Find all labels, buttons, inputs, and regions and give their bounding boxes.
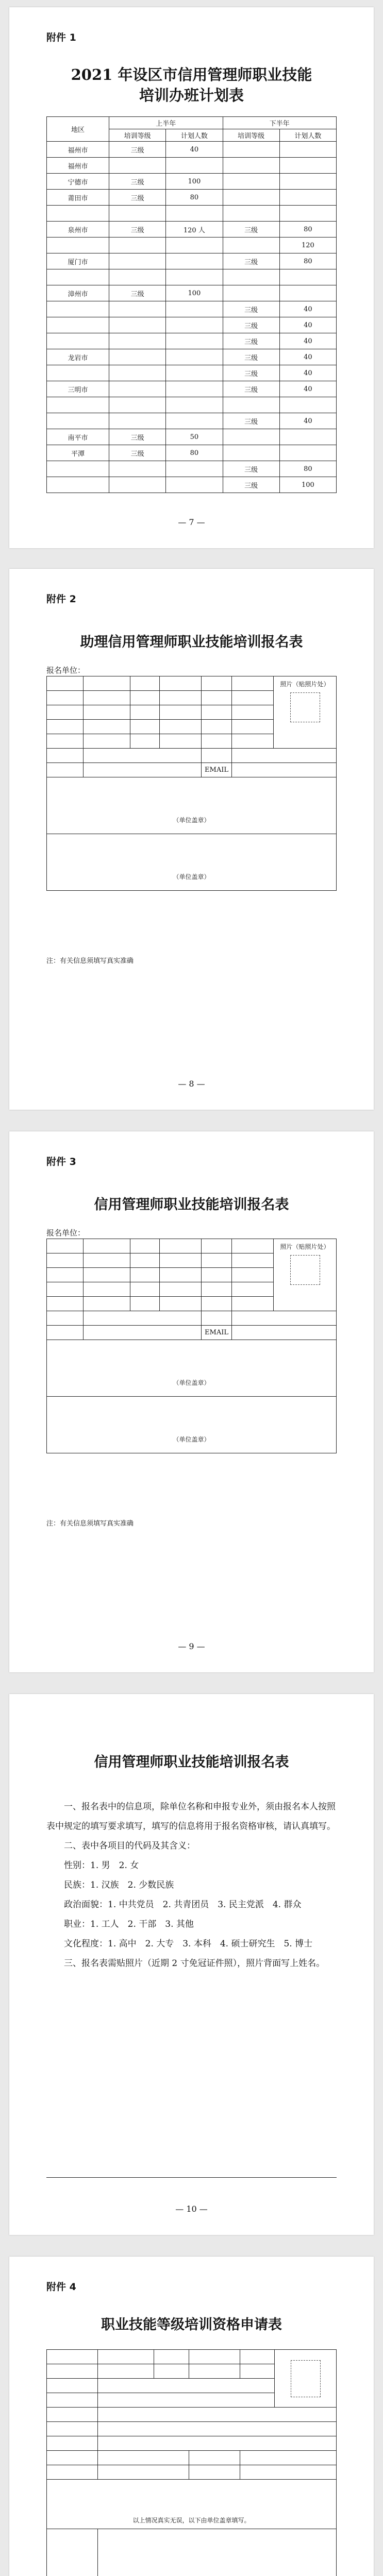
table-cell-c2: 40	[279, 317, 336, 333]
table-cell-region	[47, 238, 109, 253]
table-cell-c1	[166, 461, 223, 477]
photo-placeholder[interactable]: 照片（贴照片处）	[280, 681, 330, 688]
table-cell-l1	[109, 158, 166, 174]
table-cell-l1: 三级	[109, 174, 166, 190]
plan-table-body	[47, 142, 337, 493]
table-cell-c1: 80	[166, 190, 223, 206]
table-cell-c1: 50	[166, 429, 223, 445]
page-annex-3	[9, 1131, 374, 1672]
table-cell-c2	[279, 285, 336, 301]
table-cell-c1	[166, 301, 223, 317]
email-field[interactable]	[232, 1326, 337, 1340]
instruction-item: 政治面貌：1. 中共党员 2. 共青团员 3. 民主党派 4. 群众	[64, 1900, 302, 1910]
table-cell-region	[47, 461, 109, 477]
table-cell-l1	[109, 238, 166, 253]
table-cell-c1	[166, 269, 223, 285]
note: 注：有关信息须填写真实准确	[46, 1520, 134, 1528]
table-cell-l1	[109, 269, 166, 285]
table-cell-region: 泉州市	[47, 222, 109, 238]
table-cell-l1	[109, 413, 166, 429]
table-row	[47, 142, 337, 158]
table-cell-region: 漳州市	[47, 285, 109, 301]
table-cell-c2: 120	[279, 238, 336, 253]
page-title: 信用管理师职业技能培训报名表	[94, 1754, 289, 1770]
table-cell-region: 龙岩市	[47, 349, 109, 365]
table-cell-c2	[279, 429, 336, 445]
table-cell-region: 福州市	[47, 158, 109, 174]
stamp-label: （单位盖章）	[173, 817, 210, 824]
table-cell-c2	[279, 445, 336, 461]
form-table	[46, 1239, 337, 1453]
table-cell-l2: 三级	[223, 461, 279, 477]
unit-label: 报名单位：	[46, 666, 86, 675]
table-cell-l2	[223, 285, 279, 301]
table-cell-l1	[109, 317, 166, 333]
table-cell-l2: 三级	[223, 317, 279, 333]
page-number: — 9 —	[178, 1641, 205, 1651]
instruction-item: 民族：1. 汉族 2. 少数民族	[64, 1880, 174, 1890]
instruction-item: 性别：1. 男 2. 女	[64, 1860, 139, 1871]
table-cell-l2	[223, 158, 279, 174]
table-row	[47, 333, 337, 349]
table-row	[47, 253, 337, 269]
table-cell-l1	[109, 253, 166, 269]
table-cell-c2: 80	[279, 222, 336, 238]
table-row	[47, 222, 337, 238]
table-row	[47, 349, 337, 365]
instruction-item: 职业：1. 工人 2. 干部 3. 其他	[64, 1919, 194, 1929]
plan-table	[46, 116, 337, 493]
table-cell-l1	[109, 206, 166, 222]
stamp-label: （单位盖章）	[173, 873, 210, 880]
table-cell-c1	[166, 238, 223, 253]
table-cell-c1	[166, 413, 223, 429]
email-label: EMAIL	[201, 1326, 232, 1340]
page-number: — 10 —	[175, 2204, 208, 2214]
table-row	[47, 269, 337, 285]
table-cell-l1: 三级	[109, 142, 166, 158]
annex-label: 附件 1	[46, 32, 76, 43]
photo-placeholder[interactable]: 照片（贴照片处）	[280, 1243, 330, 1250]
table-cell-l2	[223, 238, 279, 253]
table-cell-l2	[223, 190, 279, 206]
table-cell-l1	[109, 301, 166, 317]
instruction-item: 文化程度：1. 高中 2. 大专 3. 本科 4. 硕士研究生 5. 博士	[64, 1939, 313, 1949]
table-cell-c1: 100	[166, 285, 223, 301]
table-cell-c1	[166, 365, 223, 381]
table-cell-l2: 三级	[223, 301, 279, 317]
table-cell-c1	[166, 317, 223, 333]
table-cell-region	[47, 206, 109, 222]
table-cell-c2	[279, 206, 336, 222]
table-cell-l1	[109, 365, 166, 381]
table-cell-l1: 三级	[109, 285, 166, 301]
table-row	[47, 285, 337, 301]
email-label: EMAIL	[201, 763, 232, 777]
table-cell-c2	[279, 174, 336, 190]
table-row	[47, 413, 337, 429]
table-cell-region	[47, 477, 109, 493]
table-cell-region	[47, 269, 109, 285]
table-row	[47, 381, 337, 397]
photo-box[interactable]	[290, 692, 320, 722]
table-cell-l1	[109, 349, 166, 365]
photo-box[interactable]	[291, 2360, 321, 2397]
table-cell-region	[47, 365, 109, 381]
page-title: 信用管理师职业技能培训报名表	[94, 1197, 289, 1213]
instruction-item: 一、报名表中的信息项，除单位名称和申报专业外，须由报名本人按照表中规定的填写要求填写，填写的信息将用于报名资格审核，请认真填写。	[46, 1802, 336, 1832]
table-cell-c1	[166, 349, 223, 365]
page-annex-1	[9, 7, 374, 548]
email-field[interactable]	[232, 763, 337, 777]
annex-label: 附件 2	[46, 594, 76, 605]
table-cell-l1	[109, 461, 166, 477]
table-cell-l2: 三级	[223, 477, 279, 493]
table-cell-l2	[223, 397, 279, 413]
table-cell-c1: 100	[166, 174, 223, 190]
stamp-label: （单位盖章）	[173, 1436, 210, 1443]
table-cell-c2: 40	[279, 333, 336, 349]
header-h2: 下半年	[223, 117, 337, 129]
table-cell-l1: 三级	[109, 429, 166, 445]
table-cell-c2: 40	[279, 413, 336, 429]
divider	[46, 2177, 337, 2178]
table-cell-l2	[223, 429, 279, 445]
table-cell-c2	[279, 269, 336, 285]
table-cell-l2: 三级	[223, 253, 279, 269]
certify-text: 以上情况真实无误，以下由单位盖章填写。	[132, 2517, 251, 2524]
table-row	[47, 190, 337, 206]
page-number: — 8 —	[178, 1079, 205, 1089]
page-annex-2	[9, 569, 374, 1110]
table-cell-l1	[109, 477, 166, 493]
table-cell-c1	[166, 477, 223, 493]
table-cell-c1	[166, 253, 223, 269]
table-cell-l2	[223, 269, 279, 285]
form-table	[46, 676, 337, 891]
page-title: 助理信用管理师职业技能培训报名表	[80, 634, 303, 650]
table-cell-c1	[166, 381, 223, 397]
table-cell-l1: 三级	[109, 190, 166, 206]
header-count: 计划人数	[279, 129, 336, 142]
table-cell-l2: 三级	[223, 365, 279, 381]
table-row	[47, 365, 337, 381]
table-row	[47, 158, 337, 174]
table-cell-c2	[279, 158, 336, 174]
table-row	[47, 429, 337, 445]
table-cell-l1	[109, 381, 166, 397]
header-level: 培训等级	[109, 129, 166, 142]
table-cell-c2: 80	[279, 253, 336, 269]
photo-box[interactable]	[290, 1255, 320, 1285]
table-cell-c2: 40	[279, 381, 336, 397]
table-cell-c1	[166, 333, 223, 349]
table-cell-l1: 三级	[109, 222, 166, 238]
instructions	[46, 1797, 337, 1973]
table-cell-c2	[279, 190, 336, 206]
header-count: 计划人数	[166, 129, 223, 142]
header-region: 地区	[47, 117, 109, 142]
table-row	[47, 238, 337, 253]
table-cell-l1	[109, 333, 166, 349]
table-cell-region	[47, 317, 109, 333]
application-table	[46, 2349, 337, 2576]
table-cell-c2: 100	[279, 477, 336, 493]
table-cell-region: 平潭	[47, 445, 109, 461]
table-cell-region: 厦门市	[47, 253, 109, 269]
table-cell-c1	[166, 206, 223, 222]
table-cell-l1: 三级	[109, 445, 166, 461]
stamp-label: （单位盖章）	[173, 1379, 210, 1386]
table-cell-c2: 40	[279, 301, 336, 317]
table-row	[47, 477, 337, 493]
table-cell-region: 宁德市	[47, 174, 109, 190]
table-cell-c2: 40	[279, 349, 336, 365]
table-row	[47, 445, 337, 461]
table-row	[47, 206, 337, 222]
table-row	[47, 174, 337, 190]
table-cell-region	[47, 413, 109, 429]
table-cell-region	[47, 333, 109, 349]
instruction-item: 二、表中各项目的代码及其含义：	[64, 1841, 195, 1851]
table-cell-l2: 三级	[223, 349, 279, 365]
page-annex-4	[9, 2257, 374, 2576]
table-cell-region: 福州市	[47, 142, 109, 158]
table-cell-l1	[109, 397, 166, 413]
table-cell-region: 三明市	[47, 381, 109, 397]
table-cell-c1: 80	[166, 445, 223, 461]
table-cell-c2	[279, 142, 336, 158]
table-cell-c1: 40	[166, 142, 223, 158]
page-title: 培训办班计划表	[139, 87, 244, 104]
instruction-item: 三、报名表需贴照片（近期 2 寸免冠证件照），照片背面写上姓名。	[64, 1958, 325, 1969]
table-cell-c1	[166, 158, 223, 174]
table-cell-c2: 80	[279, 461, 336, 477]
table-cell-c1: 120 人	[166, 222, 223, 238]
header-h1: 上半年	[109, 117, 223, 129]
table-cell-l2	[223, 142, 279, 158]
header-level: 培训等级	[223, 129, 279, 142]
table-cell-l2: 三级	[223, 333, 279, 349]
page-number: — 7 —	[178, 517, 205, 527]
table-cell-l2	[223, 206, 279, 222]
table-cell-l2	[223, 445, 279, 461]
table-cell-region	[47, 397, 109, 413]
table-row	[47, 461, 337, 477]
annex-label: 附件 4	[46, 2281, 76, 2293]
table-row	[47, 397, 337, 413]
table-cell-l2: 三级	[223, 222, 279, 238]
table-cell-l2: 三级	[223, 381, 279, 397]
page-instructions	[9, 1694, 374, 2235]
table-cell-c2: 40	[279, 365, 336, 381]
page-title: 2021 年设区市信用管理师职业技能	[71, 66, 312, 83]
table-cell-l2: 三级	[223, 413, 279, 429]
table-row	[47, 317, 337, 333]
note: 注：有关信息须填写真实准确	[46, 957, 134, 965]
table-cell-c1	[166, 397, 223, 413]
table-cell-region: 南平市	[47, 429, 109, 445]
table-cell-c2	[279, 397, 336, 413]
unit-label: 报名单位：	[46, 1228, 86, 1238]
table-cell-region: 莆田市	[47, 190, 109, 206]
table-cell-region	[47, 301, 109, 317]
table-cell-l2	[223, 174, 279, 190]
page-title: 职业技能等级培训资格申请表	[101, 2317, 282, 2333]
annex-label: 附件 3	[46, 1156, 76, 1167]
table-row	[47, 301, 337, 317]
